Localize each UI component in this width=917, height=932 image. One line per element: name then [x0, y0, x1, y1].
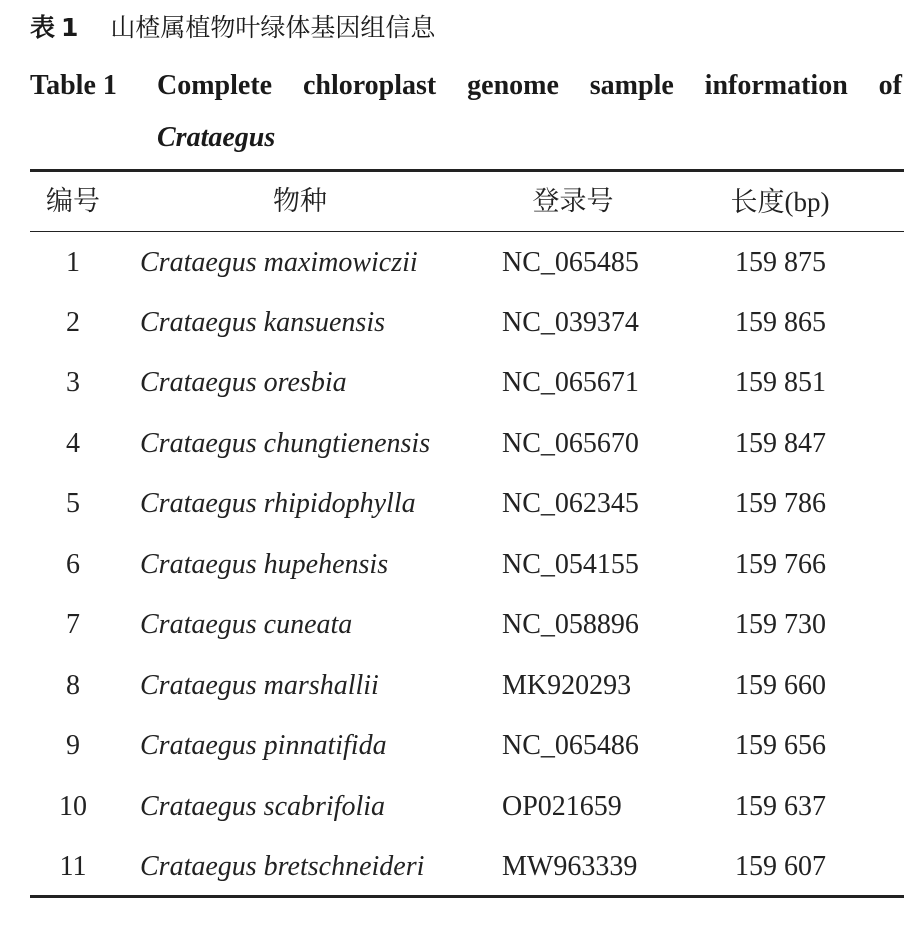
row-species: Crataegus pinnatifida — [140, 730, 387, 761]
table-header-rule — [30, 231, 904, 232]
row-accession: NC_065486 — [502, 730, 639, 761]
caption-en-text — [157, 60, 902, 164]
table-bottom-rule — [30, 895, 904, 898]
row-length: 159 607 — [735, 851, 826, 882]
row-id: 1 — [66, 247, 80, 278]
caption-en-genus: Crataegus — [157, 122, 276, 153]
row-id: 11 — [59, 851, 87, 882]
row-species: Crataegus scabrifolia — [140, 791, 386, 822]
table-row — [30, 293, 904, 353]
row-species: Crataegus hupehensis — [140, 549, 389, 580]
header-length — [700, 178, 860, 226]
row-length: 159 865 — [735, 307, 826, 338]
header-species: 物种 — [273, 186, 327, 217]
row-accession: NC_062345 — [502, 488, 639, 519]
row-species: Crataegus marshallii — [140, 670, 379, 701]
row-species: Crataegus oresbia — [140, 367, 347, 398]
caption-cn-label: 表 — [30, 13, 56, 42]
row-id: 6 — [66, 549, 80, 580]
row-accession: NC_054155 — [502, 549, 639, 580]
row-species: Crataegus rhipidophylla — [140, 488, 416, 519]
table-row — [30, 777, 904, 837]
row-id: 4 — [66, 428, 80, 459]
caption-en-label: Table 1 — [30, 70, 117, 101]
row-id: 7 — [66, 609, 80, 640]
header-accession: 登录号 — [532, 186, 614, 217]
row-id: 3 — [66, 367, 80, 398]
table-row — [30, 353, 904, 413]
row-accession: NC_065670 — [502, 428, 639, 459]
table-row — [30, 595, 904, 655]
table-caption-english — [30, 60, 902, 164]
row-species: Crataegus chungtienensis — [140, 428, 431, 459]
row-id: 8 — [66, 670, 80, 701]
row-accession: MK920293 — [502, 670, 632, 701]
row-species: Crataegus maximowiczii — [140, 247, 418, 278]
row-length: 159 637 — [735, 791, 826, 822]
table-row — [30, 414, 904, 474]
row-length: 159 875 — [735, 247, 826, 278]
table-row — [30, 474, 904, 534]
row-id: 9 — [66, 730, 80, 761]
caption-cn-title: 山楂属植物叶绿体基因组信息 — [110, 13, 436, 42]
row-accession: NC_065485 — [502, 247, 639, 278]
row-length: 159 851 — [735, 367, 826, 398]
row-id: 2 — [66, 307, 80, 338]
row-length: 159 660 — [735, 670, 826, 701]
table-row — [30, 535, 904, 595]
table-row — [30, 837, 904, 897]
row-length: 159 730 — [735, 609, 826, 640]
row-id: 5 — [66, 488, 80, 519]
row-species: Crataegus kansuensis — [140, 307, 385, 338]
table-row — [30, 656, 904, 716]
row-species: Crataegus bretschneideri — [140, 851, 425, 882]
row-accession: NC_058896 — [502, 609, 639, 640]
table-row — [30, 233, 904, 293]
row-length: 159 786 — [735, 488, 826, 519]
header-length-label: 长度 — [730, 187, 785, 218]
table-caption-chinese — [30, 10, 435, 46]
row-accession: NC_039374 — [502, 307, 639, 338]
row-species: Crataegus cuneata — [140, 609, 353, 640]
row-accession: MW963339 — [502, 851, 638, 882]
header-id: 编号 — [46, 186, 100, 217]
row-length: 159 847 — [735, 428, 826, 459]
row-length: 159 766 — [735, 549, 826, 580]
row-accession: NC_065671 — [502, 367, 639, 398]
header-length-unit: (bp) — [784, 187, 830, 217]
row-length: 159 656 — [735, 730, 826, 761]
table-row — [30, 716, 904, 776]
table-top-rule — [30, 169, 904, 172]
row-id: 10 — [59, 791, 87, 822]
caption-en-title: Complete chloroplast genome sample information of — [157, 70, 902, 101]
caption-cn-number: 1 — [61, 13, 79, 42]
row-accession: OP021659 — [502, 791, 622, 822]
